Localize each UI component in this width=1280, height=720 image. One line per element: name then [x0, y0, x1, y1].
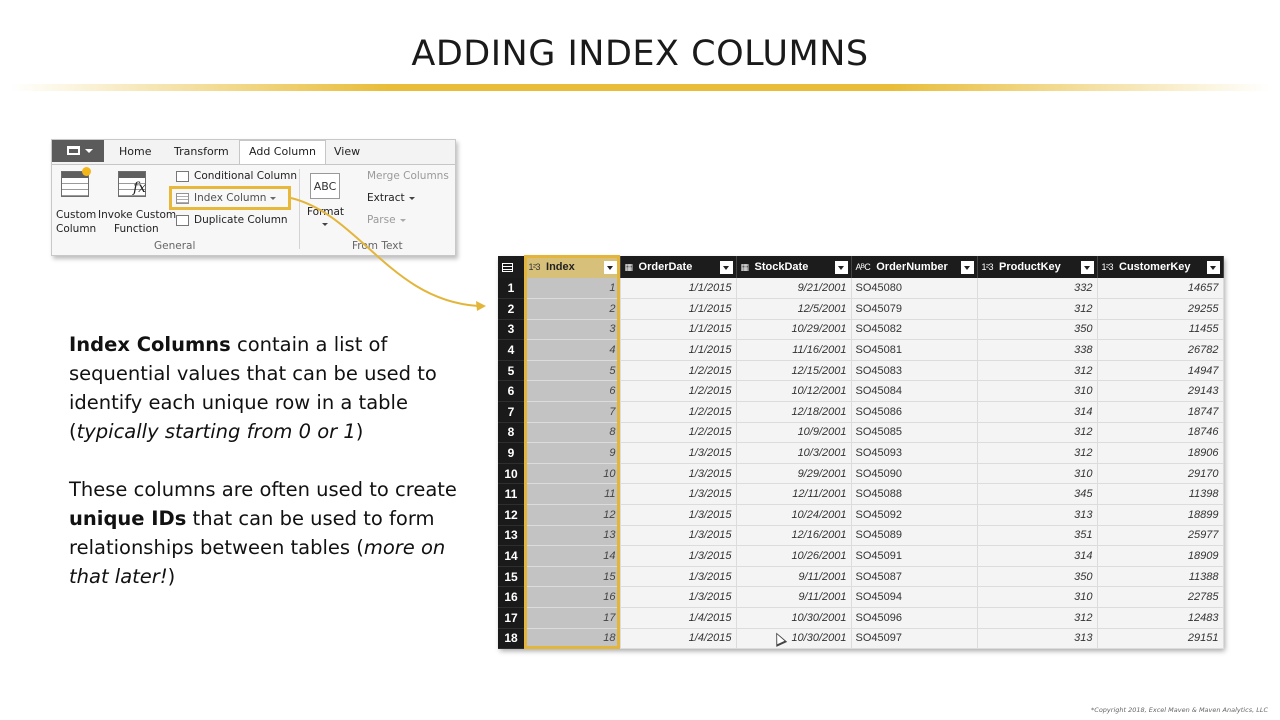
row-number[interactable]: 18 [498, 628, 524, 649]
table-cell[interactable]: SO45087 [851, 566, 977, 587]
file-icon [67, 146, 80, 155]
table-row[interactable] [498, 608, 1223, 629]
table-row[interactable] [498, 422, 1223, 443]
extract-label: Extract [367, 192, 405, 204]
table-cell[interactable]: 16 [524, 587, 620, 608]
table-row[interactable] [498, 402, 1223, 423]
table-cell[interactable]: 12 [524, 505, 620, 526]
column-header-index[interactable] [524, 256, 620, 278]
row-number[interactable]: 10 [498, 463, 524, 484]
table-row[interactable] [498, 566, 1223, 587]
table-cell[interactable]: 9/11/2001 [736, 587, 851, 608]
table-cell[interactable]: 15 [524, 566, 620, 587]
column-header-customerkey[interactable] [1097, 256, 1223, 278]
table-cell[interactable]: 9/21/2001 [736, 278, 851, 299]
table-cell[interactable]: 3 [524, 319, 620, 340]
table-cell[interactable]: 11 [524, 484, 620, 505]
description-paragraph-1 [69, 330, 469, 446]
parse-label: Parse [367, 214, 396, 226]
table-cell[interactable]: 10/26/2001 [736, 546, 851, 567]
arrow-head-icon [476, 301, 486, 311]
filter-dropdown-button[interactable] [1207, 261, 1220, 274]
table-cell[interactable]: 10/29/2001 [736, 319, 851, 340]
table-corner-menu[interactable] [498, 256, 524, 278]
table-cell[interactable]: 1/3/2015 [620, 484, 736, 505]
table-cell[interactable]: 1 [524, 278, 620, 299]
table-cell[interactable]: SO45079 [851, 299, 977, 320]
row-number[interactable]: 11 [498, 484, 524, 505]
table-cell[interactable]: 10/24/2001 [736, 505, 851, 526]
table-cell[interactable]: 1/4/2015 [620, 608, 736, 629]
index-columns-term: Index Columns [69, 333, 231, 356]
column-header-label: ProductKey [999, 261, 1061, 273]
ribbon-body [52, 164, 455, 255]
table-cell[interactable]: 11398 [1097, 484, 1223, 505]
table-cell[interactable]: 1/2/2015 [620, 360, 736, 381]
table-cell[interactable]: 10/30/2001 [736, 628, 851, 649]
table-cell[interactable]: 9 [524, 443, 620, 464]
table-cell[interactable]: 1/1/2015 [620, 299, 736, 320]
file-menu-button[interactable] [52, 140, 104, 162]
row-number[interactable]: 14 [498, 546, 524, 567]
description-p1-text: contain a list of sequential values that can be used to identify each unique row in a table ( [69, 333, 437, 443]
parse-button[interactable] [367, 214, 406, 226]
table-row[interactable] [498, 587, 1223, 608]
column-header-stockdate[interactable] [736, 256, 851, 278]
table-cell[interactable]: 314 [977, 546, 1097, 567]
description [69, 330, 469, 620]
table-cell[interactable]: SO45092 [851, 505, 977, 526]
table-cell[interactable]: 1/3/2015 [620, 463, 736, 484]
table-cell[interactable]: SO45080 [851, 278, 977, 299]
table-cell[interactable]: 18746 [1097, 422, 1223, 443]
group-label-general: General [154, 240, 196, 252]
conditional-column-icon [176, 171, 189, 182]
table-row[interactable] [498, 443, 1223, 464]
table-cell[interactable]: 14 [524, 546, 620, 567]
row-number[interactable]: 8 [498, 422, 524, 443]
table-cell[interactable]: SO45084 [851, 381, 977, 402]
row-number[interactable]: 13 [498, 525, 524, 546]
format-button[interactable]: Format [307, 206, 345, 218]
table-row[interactable] [498, 463, 1223, 484]
table-cell[interactable]: 310 [977, 381, 1097, 402]
data-grid [498, 256, 1224, 649]
table-cell[interactable]: 312 [977, 608, 1097, 629]
table-cell[interactable]: 314 [977, 402, 1097, 423]
table-cell[interactable]: SO45090 [851, 463, 977, 484]
row-number[interactable]: 4 [498, 340, 524, 361]
table-cell[interactable]: SO45081 [851, 340, 977, 361]
table-cell[interactable]: 345 [977, 484, 1097, 505]
chevron-down-icon [322, 223, 328, 226]
table-cell[interactable]: 1/3/2015 [620, 525, 736, 546]
table-cell[interactable]: 12483 [1097, 608, 1223, 629]
duplicate-column-icon [176, 215, 189, 226]
calendar-icon[interactable]: ▦ [624, 261, 633, 272]
filter-dropdown-button[interactable] [604, 261, 617, 274]
ribbon [51, 139, 456, 256]
row-number[interactable]: 1 [498, 278, 524, 299]
table-cell[interactable]: 29143 [1097, 381, 1223, 402]
table-cell[interactable]: 1/3/2015 [620, 566, 736, 587]
calendar-icon[interactable]: ▦ [740, 261, 749, 272]
table-row[interactable] [498, 340, 1223, 361]
table-icon [61, 171, 89, 197]
table-cell[interactable]: 1/1/2015 [620, 340, 736, 361]
custom-column-label-line1: Custom [56, 209, 97, 221]
table-cell[interactable]: 1/2/2015 [620, 381, 736, 402]
table-cell[interactable]: 1/3/2015 [620, 443, 736, 464]
table-cell[interactable]: 313 [977, 505, 1097, 526]
table-cell[interactable]: 18747 [1097, 402, 1223, 423]
description-p2-end: ) [167, 565, 176, 588]
table-cell[interactable]: 10/12/2001 [736, 381, 851, 402]
description-p2-text: These columns are often used to create [69, 478, 457, 501]
sun-icon [82, 167, 91, 176]
function-table-icon [118, 171, 146, 197]
text-type-icon[interactable]: AᴮC [855, 262, 871, 272]
index-column-label: Index Column [194, 192, 267, 204]
group-label-from-text: From Text [352, 240, 403, 252]
table-row[interactable] [498, 628, 1223, 649]
table-cell[interactable]: SO45082 [851, 319, 977, 340]
whole-number-type-icon[interactable]: 1²3 [528, 262, 541, 272]
table-cell[interactable]: SO45086 [851, 402, 977, 423]
table-cell[interactable]: 351 [977, 525, 1097, 546]
table-cell[interactable]: 10/30/2001 [736, 608, 851, 629]
column-header-label: OrderNumber [876, 261, 948, 273]
table-cell[interactable]: SO45091 [851, 546, 977, 567]
table-cell[interactable]: 313 [977, 628, 1097, 649]
table-cell[interactable]: 312 [977, 360, 1097, 381]
description-p2-text2: that can be used to form relationships between tables ( [69, 507, 435, 559]
table-cell[interactable]: SO45088 [851, 484, 977, 505]
row-number[interactable]: 12 [498, 505, 524, 526]
table-cell[interactable]: 25977 [1097, 525, 1223, 546]
custom-column-label-line2: Column [56, 223, 97, 235]
title-underline [10, 84, 1270, 91]
table-cell[interactable]: 10 [524, 463, 620, 484]
table-cell[interactable]: 338 [977, 340, 1097, 361]
filter-dropdown-button[interactable] [720, 261, 733, 274]
table-cell[interactable]: 18899 [1097, 505, 1223, 526]
row-number[interactable]: 15 [498, 566, 524, 587]
chevron-down-icon [85, 149, 93, 153]
table-cell[interactable]: SO45085 [851, 422, 977, 443]
table-cell[interactable]: 4 [524, 340, 620, 361]
table-row[interactable] [498, 525, 1223, 546]
row-number[interactable]: 7 [498, 402, 524, 423]
table-cell[interactable]: 350 [977, 319, 1097, 340]
row-number[interactable]: 9 [498, 443, 524, 464]
column-header-orderdate[interactable] [620, 256, 736, 278]
ribbon-tabs [52, 140, 455, 164]
table-cell[interactable]: 1/3/2015 [620, 587, 736, 608]
format-icon: ABC [310, 173, 340, 199]
index-column-highlight [169, 186, 291, 210]
column-header-label: Index [546, 261, 575, 273]
filter-dropdown-button[interactable] [1081, 261, 1094, 274]
table-cell[interactable]: 11388 [1097, 566, 1223, 587]
table-cell[interactable]: 12/11/2001 [736, 484, 851, 505]
table-cell[interactable]: 2 [524, 299, 620, 320]
table-cell[interactable]: 9/11/2001 [736, 566, 851, 587]
table-cell[interactable]: 6 [524, 381, 620, 402]
table-icon [502, 263, 513, 272]
extract-button[interactable] [367, 192, 415, 204]
column-header-label: StockDate [754, 261, 809, 273]
copyright-notice: *Copyright 2018, Excel Maven & Maven Analytics, LLC [1091, 706, 1268, 714]
table-cell[interactable]: 18906 [1097, 443, 1223, 464]
table-cell[interactable]: 310 [977, 587, 1097, 608]
table-cell[interactable]: 10/3/2001 [736, 443, 851, 464]
filter-dropdown-button[interactable] [961, 261, 974, 274]
table-row[interactable] [498, 278, 1223, 299]
table-cell[interactable]: 22785 [1097, 587, 1223, 608]
table-cell[interactable]: 1/2/2015 [620, 402, 736, 423]
table-cell[interactable]: 18909 [1097, 546, 1223, 567]
table-cell[interactable]: 12/16/2001 [736, 525, 851, 546]
table-cell[interactable]: SO45097 [851, 628, 977, 649]
table-cell[interactable]: 11/16/2001 [736, 340, 851, 361]
table-cell[interactable]: 350 [977, 566, 1097, 587]
table-cell[interactable]: 10/9/2001 [736, 422, 851, 443]
table-cell[interactable]: 8 [524, 422, 620, 443]
table-cell[interactable]: 14657 [1097, 278, 1223, 299]
tab-transform[interactable]: Transform [174, 145, 229, 158]
table-cell[interactable]: SO45089 [851, 525, 977, 546]
table-cell[interactable]: 1/2/2015 [620, 422, 736, 443]
table-cell[interactable]: 1/1/2015 [620, 278, 736, 299]
table-cell[interactable]: 5 [524, 360, 620, 381]
table-cell[interactable]: 29151 [1097, 628, 1223, 649]
table-cell[interactable]: 12/15/2001 [736, 360, 851, 381]
table-cell[interactable]: 29255 [1097, 299, 1223, 320]
tab-add-column[interactable]: Add Column [239, 140, 326, 165]
table-cell[interactable]: 7 [524, 402, 620, 423]
whole-number-type-icon[interactable]: 1²3 [1101, 262, 1114, 272]
duplicate-column-button[interactable]: Duplicate Column [194, 214, 288, 226]
row-number[interactable]: 6 [498, 381, 524, 402]
table-cell[interactable]: SO45096 [851, 608, 977, 629]
table-cell[interactable]: 12/5/2001 [736, 299, 851, 320]
filter-dropdown-button[interactable] [835, 261, 848, 274]
table-body [498, 278, 1223, 649]
table-row[interactable] [498, 381, 1223, 402]
whole-number-type-icon[interactable]: 1²3 [981, 262, 994, 272]
table-cell[interactable]: SO45094 [851, 587, 977, 608]
merge-columns-button[interactable]: Merge Columns [367, 170, 449, 182]
table-cell[interactable]: 29170 [1097, 463, 1223, 484]
row-number[interactable]: 3 [498, 319, 524, 340]
row-number[interactable]: 17 [498, 608, 524, 629]
table-cell[interactable]: 14947 [1097, 360, 1223, 381]
table-cell[interactable]: 9/29/2001 [736, 463, 851, 484]
table-cell[interactable]: SO45093 [851, 443, 977, 464]
table-cell[interactable]: 1/3/2015 [620, 505, 736, 526]
table-cell[interactable]: 1/3/2015 [620, 546, 736, 567]
slide-title: ADDING INDEX COLUMNS [411, 34, 869, 74]
table-row[interactable] [498, 299, 1223, 320]
data-preview-table [498, 256, 1223, 648]
table-cell[interactable]: 1/1/2015 [620, 319, 736, 340]
tab-view[interactable]: View [334, 145, 361, 158]
table-cell[interactable]: 13 [524, 525, 620, 546]
table-cell[interactable]: 332 [977, 278, 1097, 299]
description-p1-italic: typically starting from 0 or 1 [76, 420, 356, 443]
row-number[interactable]: 2 [498, 299, 524, 320]
tab-home[interactable]: Home [119, 145, 152, 158]
table-cell[interactable]: SO45083 [851, 360, 977, 381]
table-cell[interactable]: 18 [524, 628, 620, 649]
column-header-ordernumber[interactable] [851, 256, 977, 278]
table-cell[interactable]: 12/18/2001 [736, 402, 851, 423]
column-header-label: OrderDate [638, 261, 693, 273]
table-row[interactable] [498, 505, 1223, 526]
table-row[interactable] [498, 484, 1223, 505]
row-number[interactable]: 16 [498, 587, 524, 608]
table-row[interactable] [498, 546, 1223, 567]
description-p1-end: ) [355, 420, 364, 443]
description-paragraph-2 [69, 475, 469, 591]
table-cell[interactable]: 312 [977, 443, 1097, 464]
column-header-label: CustomerKey [1119, 261, 1191, 273]
row-number[interactable]: 5 [498, 360, 524, 381]
conditional-column-button[interactable]: Conditional Column [194, 170, 298, 182]
chevron-down-icon [409, 197, 415, 200]
chevron-down-icon [400, 219, 406, 222]
table-cell[interactable]: 11455 [1097, 319, 1223, 340]
table-row[interactable] [498, 319, 1223, 340]
fx-icon: fx [133, 180, 147, 196]
table-cell[interactable]: 1/4/2015 [620, 628, 736, 649]
table-row[interactable] [498, 360, 1223, 381]
description-p2-italic: more on that later! [69, 536, 446, 588]
table-cell[interactable]: 310 [977, 463, 1097, 484]
invoke-function-label-line2: Function [114, 223, 159, 235]
invoke-function-label-line1: Invoke Custom [98, 209, 177, 221]
table-cell[interactable]: 26782 [1097, 340, 1223, 361]
group-divider [299, 169, 300, 249]
column-header-productkey[interactable] [977, 256, 1097, 278]
table-cell[interactable]: 17 [524, 608, 620, 629]
table-cell[interactable]: 312 [977, 299, 1097, 320]
header-row [498, 256, 1223, 278]
unique-ids-term: unique IDs [69, 507, 187, 530]
table-cell[interactable]: 312 [977, 422, 1097, 443]
